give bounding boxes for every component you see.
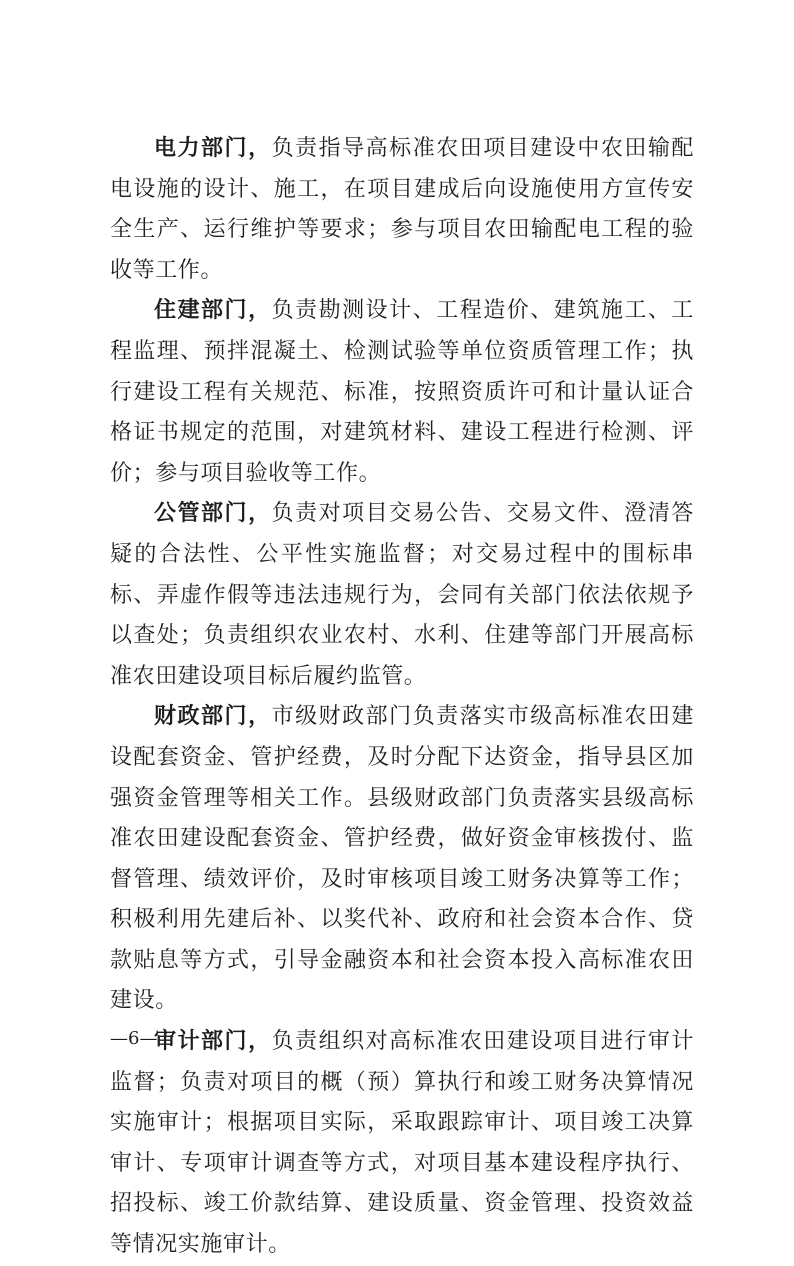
paragraph-text: 市级财政部门负责落实市级高标准农田建设配套资金、管护经费，及时分配下达资金，指导县区加强资金管理等相关工作。县级财政部门负责落实县级高标准农田建设配套资金、管护经费，做好资金审核拨付、监督管理、绩效评价，及时审核项目竣工财务决算等工作；积极利用先建后补、以奖代补、政府和社会资本合作、贷款贴息等方式，引导金融资本和社会资本投入高标准农田建设。 (110, 704, 694, 1014)
paragraph-text: 负责组织对高标准农田建设项目进行审计监督；负责对项目的概（预）算执行和竣工财务决算情况实施审计；根据项目实际，采取跟踪审计、项目竣工决算审计、专项审计调查等方式，对项目基本建设程序执行、招投标、竣工价款结算、建设质量、资金管理、投资效益等情况实施审计。 (110, 1029, 694, 1258)
document-body (110, 129, 694, 1266)
paragraph-text: 负责指导高标准农田项目建设中农田输配电设施的设计、施工，在项目建成后向设施使用方宣传安全生产、运行维护等要求；参与项目农田输配电工程的验收等工作。 (110, 136, 694, 283)
paragraph-lead: 公管部门， (154, 501, 272, 527)
paragraph-text: 负责对项目交易公告、交易文件、澄清答疑的合法性、公平性实施监督；对交易过程中的围标串标、弄虚作假等违法违规行为，会同有关部门依法依规予以查处；负责组织农业农村、水利、住建等部门开展高标准农田建设项目标后履约监管。 (110, 501, 694, 689)
paragraph-lead: 电力部门， (154, 136, 272, 161)
paragraph-lead: 财政部门， (154, 704, 272, 730)
paragraph-text: 负责勘测设计、工程造价、建筑施工、工程监理、预拌混凝土、检测试验等单位资质管理工作；执行建设工程有关规范、标准，按照资质许可和计量认证合格证书规定的范围，对建筑材料、建设工程进行检测、评价；参与项目验收等工作。 (110, 298, 694, 486)
paragraph-lead: 住建部门， (154, 298, 272, 324)
paragraph-power-department (110, 129, 694, 291)
paragraph-housing-department (110, 291, 694, 494)
paragraph-finance-department (110, 697, 694, 1022)
paragraph-lead: 审计部门， (154, 1029, 272, 1055)
page-number: —6— (110, 1028, 158, 1049)
paragraph-public-management-department (110, 494, 694, 697)
paragraph-audit-department (110, 1022, 694, 1266)
